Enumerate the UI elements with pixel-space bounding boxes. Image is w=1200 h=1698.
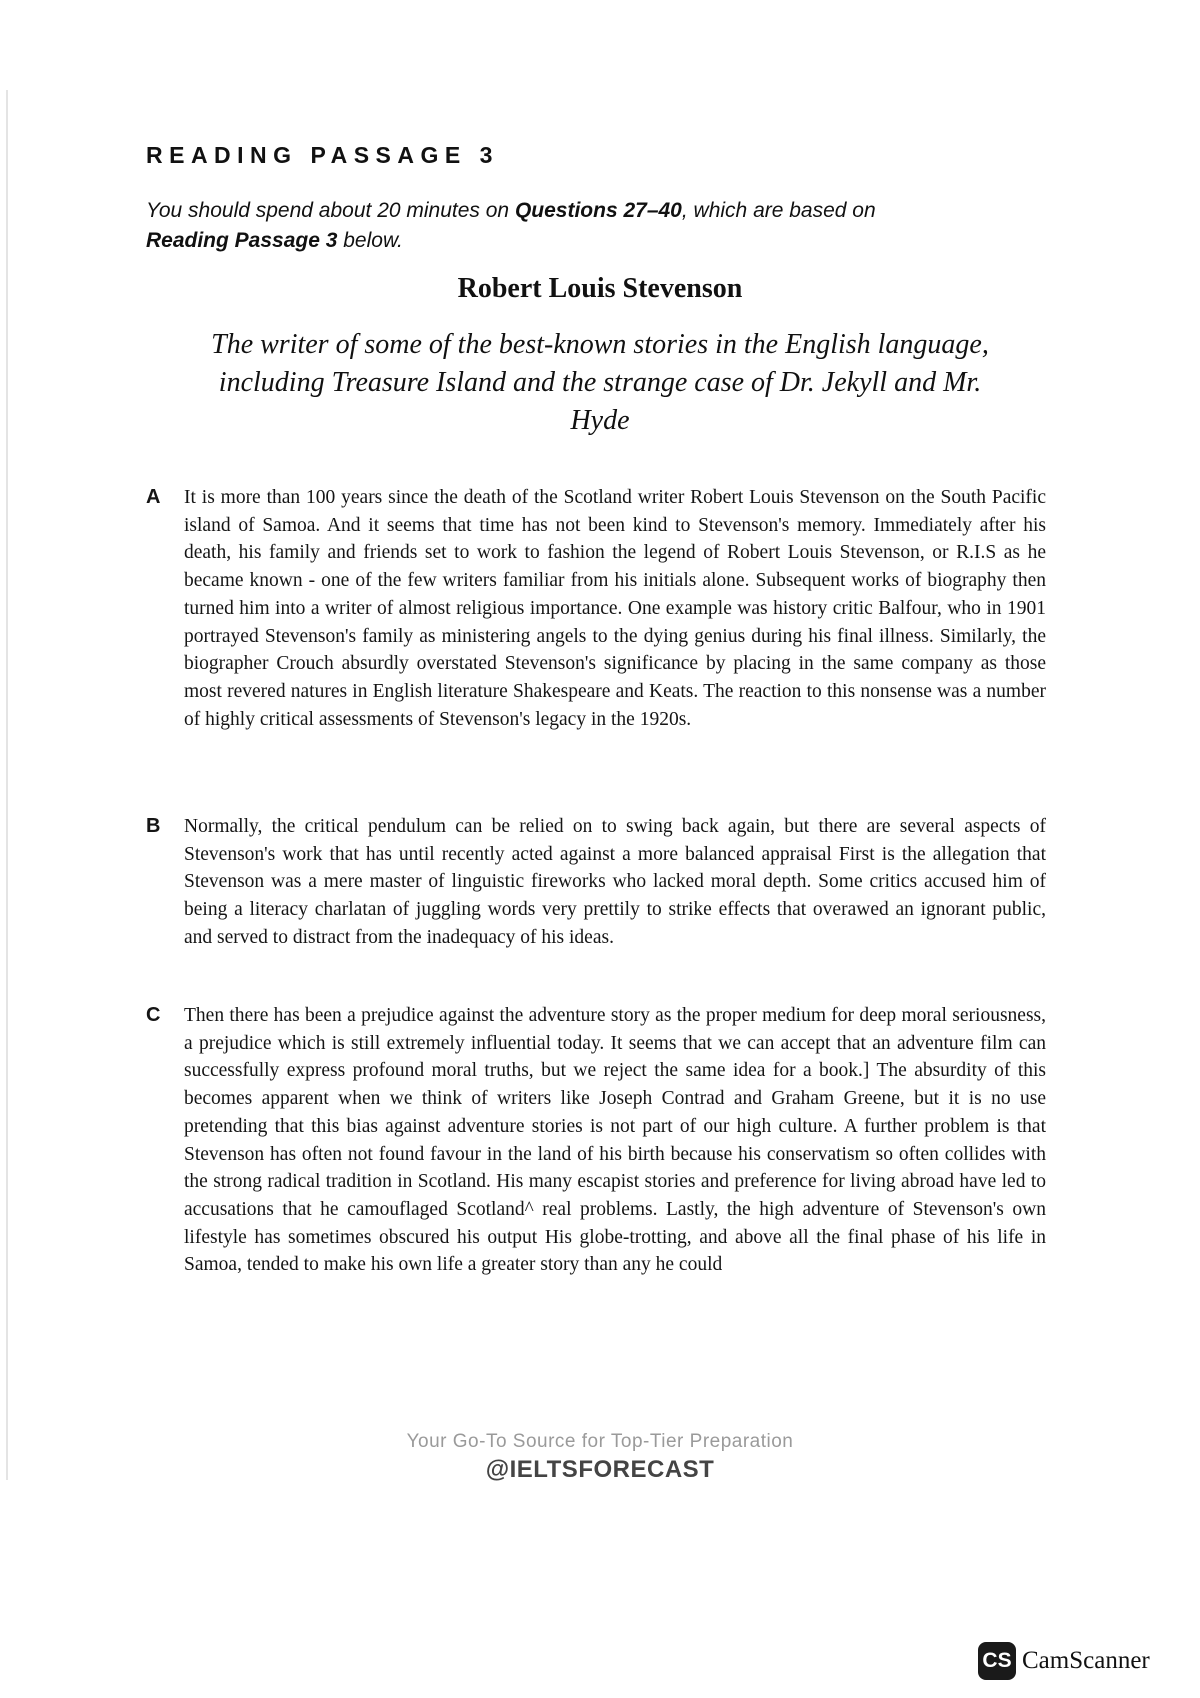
- instructions-text-3: below.: [337, 229, 403, 252]
- paragraph-text: It is more than 100 years since the death of the Scotland writer Robert Louis Stevenson on the South Pacific island of Samoa. And it seems that time has not been kind to Stevenson's memory. Immediately after his death, his family and friends set to work to fashion the legend of Robert Louis Stevenson, or R.I.S as he became known - one of the few writers familiar from his initials alone. Subsequent works of biography then turned him into a writer of almost religious importance. One example was history critic Balfour, who in 1901 portrayed Stevenson's family as ministering angels to the dying genius during his final illness. Similarly, the biographer Crouch absurdly overstated Stevenson's significance by placing in the same company as those most revered natures in English literature Shakespeare and Keats. The reaction to this nonsense was a number of highly critical assessments of Stevenson's legacy in the 1920s.: [184, 487, 1046, 730]
- instructions-passage: Reading Passage 3: [146, 229, 338, 252]
- paragraph-letter: B: [146, 815, 161, 837]
- paragraph-b: [146, 813, 1046, 952]
- paragraph-letter: C: [146, 1004, 161, 1026]
- instructions-questions: Questions 27–40: [514, 199, 682, 222]
- article-subtitle: The writer of some of the best-known stories in the English language, including Treasure Island and the strange case of Dr. Jekyll and Mr. Hyde: [211, 329, 989, 436]
- passage-label: READING PASSAGE 3: [146, 142, 499, 168]
- paragraph-c: [146, 1002, 1046, 1279]
- instructions-text-1: You should spend about 20 minutes on: [146, 199, 515, 222]
- footer-handle: @IELTSFORECAST: [485, 1456, 715, 1483]
- article-title: Robert Louis Stevenson: [457, 273, 743, 304]
- paragraph-letter: A: [146, 486, 161, 508]
- instructions-text-2: , which are based on: [681, 199, 876, 222]
- paragraph-text: Then there has been a prejudice against the adventure story as the proper medium for deep moral seriousness, a prejudice which is still extremely influential today. It seems that we can accept that an adventure film can successfully express profound moral truths, but we reject the same idea for a book.] The absurdity of this becomes apparent when we think of writers like Joseph Contrad and Graham Greene, but it is no use pretending that this bias against adventure stories is not part of our high culture. A further problem is that Stevenson has often not found favour in the land of his birth because his conservatism so often collides with the strong radical tradition in Scotland. His many escapist stories and preference for living abroad have led to accusations that he camouflaged Scotland^ real problems. Lastly, the high adventure of Stevenson's own lifestyle has sometimes obscured his output His globe-trotting, and above all the final phase of his life in Samoa, tended to make his own life a greater story than any he could: [184, 1005, 1046, 1276]
- camscanner-watermark: [978, 1641, 1150, 1681]
- camscanner-logo-icon: CS: [978, 1642, 1016, 1680]
- camscanner-name: CamScanner: [1022, 1647, 1150, 1674]
- footer-tagline: Your Go-To Source for Top-Tier Preparation: [406, 1431, 794, 1452]
- instructions: [146, 196, 1046, 256]
- paragraph-a: [146, 484, 1046, 733]
- paragraph-text: Normally, the critical pendulum can be relied on to swing back again, but there are several aspects of Stevenson's work that has until recently acted against a more balanced appraisal First is the allegation that Stevenson was a mere master of linguistic fireworks who lacked moral depth. Some critics accused him of being a literacy charlatan of juggling words very prettily to strike effects that overawed an ignorant public, and served to distract from the inadequacy of his ideas.: [184, 816, 1046, 948]
